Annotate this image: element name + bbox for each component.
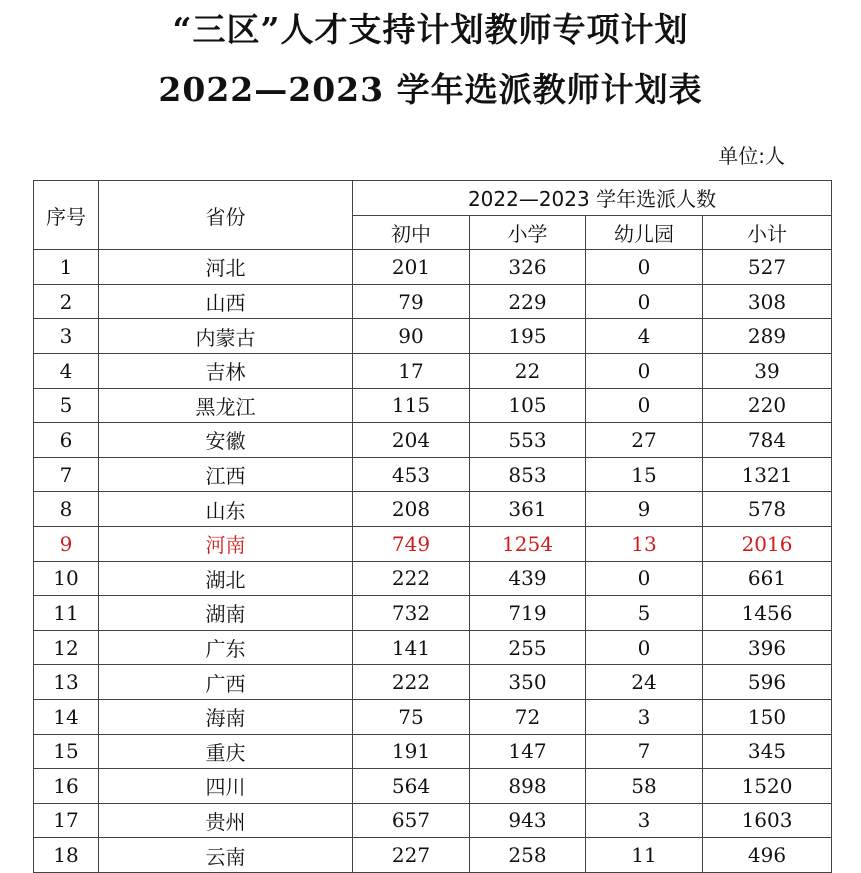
cell-index: 2: [34, 284, 99, 319]
cell-subtotal: 496: [703, 838, 832, 873]
cell-index: 1: [34, 250, 99, 285]
cell-index: 18: [34, 838, 99, 873]
cell-primary: 258: [470, 838, 586, 873]
cell-index: 3: [34, 319, 99, 354]
table-header: [34, 181, 832, 250]
cell-subtotal: 1321: [703, 457, 832, 492]
table-row: [34, 596, 832, 631]
cell-province: 贵州: [99, 803, 353, 838]
cell-kindergarten: 0: [586, 388, 703, 423]
cell-kindergarten: 7: [586, 734, 703, 769]
cell-index: 13: [34, 665, 99, 700]
cell-index: 16: [34, 769, 99, 804]
cell-kindergarten: 15: [586, 457, 703, 492]
table-row: [34, 630, 832, 665]
cell-kindergarten: 0: [586, 630, 703, 665]
cell-primary: 439: [470, 561, 586, 596]
cell-primary: 943: [470, 803, 586, 838]
cell-primary: 1254: [470, 526, 586, 561]
cell-kindergarten: 3: [586, 803, 703, 838]
table-row: [34, 699, 832, 734]
cell-subtotal: 661: [703, 561, 832, 596]
cell-index: 15: [34, 734, 99, 769]
cell-junior: 208: [353, 492, 470, 527]
cell-province: 山东: [99, 492, 353, 527]
cell-subtotal: 289: [703, 319, 832, 354]
cell-province: 海南: [99, 699, 353, 734]
cell-subtotal: 308: [703, 284, 832, 319]
cell-primary: 553: [470, 423, 586, 458]
cell-province: 湖北: [99, 561, 353, 596]
cell-subtotal: 396: [703, 630, 832, 665]
table-row: [34, 319, 832, 354]
header-group: 2022—2023 学年选派人数: [353, 181, 832, 216]
cell-kindergarten: 0: [586, 250, 703, 285]
cell-primary: 147: [470, 734, 586, 769]
cell-index: 9: [34, 526, 99, 561]
cell-primary: 361: [470, 492, 586, 527]
cell-junior: 564: [353, 769, 470, 804]
cell-kindergarten: 13: [586, 526, 703, 561]
cell-province: 云南: [99, 838, 353, 873]
header-index: 序号: [34, 181, 99, 250]
cell-primary: 719: [470, 596, 586, 631]
cell-kindergarten: 5: [586, 596, 703, 631]
cell-junior: 749: [353, 526, 470, 561]
cell-index: 4: [34, 353, 99, 388]
cell-junior: 453: [353, 457, 470, 492]
table-row: [34, 803, 832, 838]
cell-kindergarten: 58: [586, 769, 703, 804]
table-row: [34, 492, 832, 527]
table-row: [34, 457, 832, 492]
cell-province: 河北: [99, 250, 353, 285]
cell-junior: 201: [353, 250, 470, 285]
cell-province: 河南: [99, 526, 353, 561]
cell-junior: 204: [353, 423, 470, 458]
cell-junior: 90: [353, 319, 470, 354]
cell-province: 黑龙江: [99, 388, 353, 423]
table-row: [34, 250, 832, 285]
table-row: [34, 284, 832, 319]
cell-junior: 222: [353, 561, 470, 596]
cell-primary: 853: [470, 457, 586, 492]
cell-index: 10: [34, 561, 99, 596]
cell-province: 重庆: [99, 734, 353, 769]
cell-province: 广西: [99, 665, 353, 700]
cell-province: 山西: [99, 284, 353, 319]
cell-junior: 115: [353, 388, 470, 423]
cell-subtotal: 150: [703, 699, 832, 734]
cell-primary: 255: [470, 630, 586, 665]
table-row: [34, 388, 832, 423]
cell-index: 5: [34, 388, 99, 423]
cell-kindergarten: 27: [586, 423, 703, 458]
table-row: [34, 734, 832, 769]
document-title-line-2: 2022—2023 学年选派教师计划表: [158, 70, 703, 109]
cell-subtotal: 39: [703, 353, 832, 388]
unit-label: 单位:人: [718, 144, 785, 168]
cell-junior: 657: [353, 803, 470, 838]
cell-province: 吉林: [99, 353, 353, 388]
cell-kindergarten: 4: [586, 319, 703, 354]
cell-province: 广东: [99, 630, 353, 665]
header-kindergarten: 幼儿园: [586, 215, 703, 250]
cell-subtotal: 1603: [703, 803, 832, 838]
cell-subtotal: 578: [703, 492, 832, 527]
cell-junior: 732: [353, 596, 470, 631]
cell-province: 内蒙古: [99, 319, 353, 354]
teacher-plan-table: [33, 180, 832, 873]
cell-primary: 229: [470, 284, 586, 319]
cell-primary: 195: [470, 319, 586, 354]
cell-kindergarten: 11: [586, 838, 703, 873]
cell-subtotal: 527: [703, 250, 832, 285]
header-junior: 初中: [353, 215, 470, 250]
table-row: [34, 353, 832, 388]
cell-subtotal: 1520: [703, 769, 832, 804]
cell-index: 11: [34, 596, 99, 631]
cell-province: 安徽: [99, 423, 353, 458]
cell-kindergarten: 0: [586, 284, 703, 319]
cell-subtotal: 784: [703, 423, 832, 458]
cell-index: 17: [34, 803, 99, 838]
cell-junior: 79: [353, 284, 470, 319]
document-title-line-1: “三区”人才支持计划教师专项计划: [172, 10, 689, 49]
cell-junior: 191: [353, 734, 470, 769]
cell-junior: 17: [353, 353, 470, 388]
cell-primary: 898: [470, 769, 586, 804]
cell-subtotal: 2016: [703, 526, 832, 561]
table-row: [34, 526, 832, 561]
cell-subtotal: 1456: [703, 596, 832, 631]
table-row: [34, 769, 832, 804]
cell-kindergarten: 0: [586, 353, 703, 388]
cell-junior: 222: [353, 665, 470, 700]
cell-province: 湖南: [99, 596, 353, 631]
cell-index: 8: [34, 492, 99, 527]
cell-kindergarten: 9: [586, 492, 703, 527]
cell-kindergarten: 24: [586, 665, 703, 700]
cell-primary: 72: [470, 699, 586, 734]
cell-index: 14: [34, 699, 99, 734]
table-row: [34, 838, 832, 873]
table-row: [34, 561, 832, 596]
header-subtotal: 小计: [703, 215, 832, 250]
cell-primary: 105: [470, 388, 586, 423]
cell-kindergarten: 3: [586, 699, 703, 734]
cell-junior: 227: [353, 838, 470, 873]
cell-primary: 22: [470, 353, 586, 388]
cell-primary: 350: [470, 665, 586, 700]
table-row: [34, 665, 832, 700]
table-row: [34, 423, 832, 458]
cell-index: 6: [34, 423, 99, 458]
cell-subtotal: 220: [703, 388, 832, 423]
cell-kindergarten: 0: [586, 561, 703, 596]
cell-subtotal: 345: [703, 734, 832, 769]
cell-junior: 75: [353, 699, 470, 734]
cell-province: 四川: [99, 769, 353, 804]
cell-primary: 326: [470, 250, 586, 285]
cell-subtotal: 596: [703, 665, 832, 700]
table-body: [34, 250, 832, 873]
cell-index: 12: [34, 630, 99, 665]
cell-junior: 141: [353, 630, 470, 665]
header-primary: 小学: [470, 215, 586, 250]
cell-index: 7: [34, 457, 99, 492]
cell-province: 江西: [99, 457, 353, 492]
header-province: 省份: [99, 181, 353, 250]
